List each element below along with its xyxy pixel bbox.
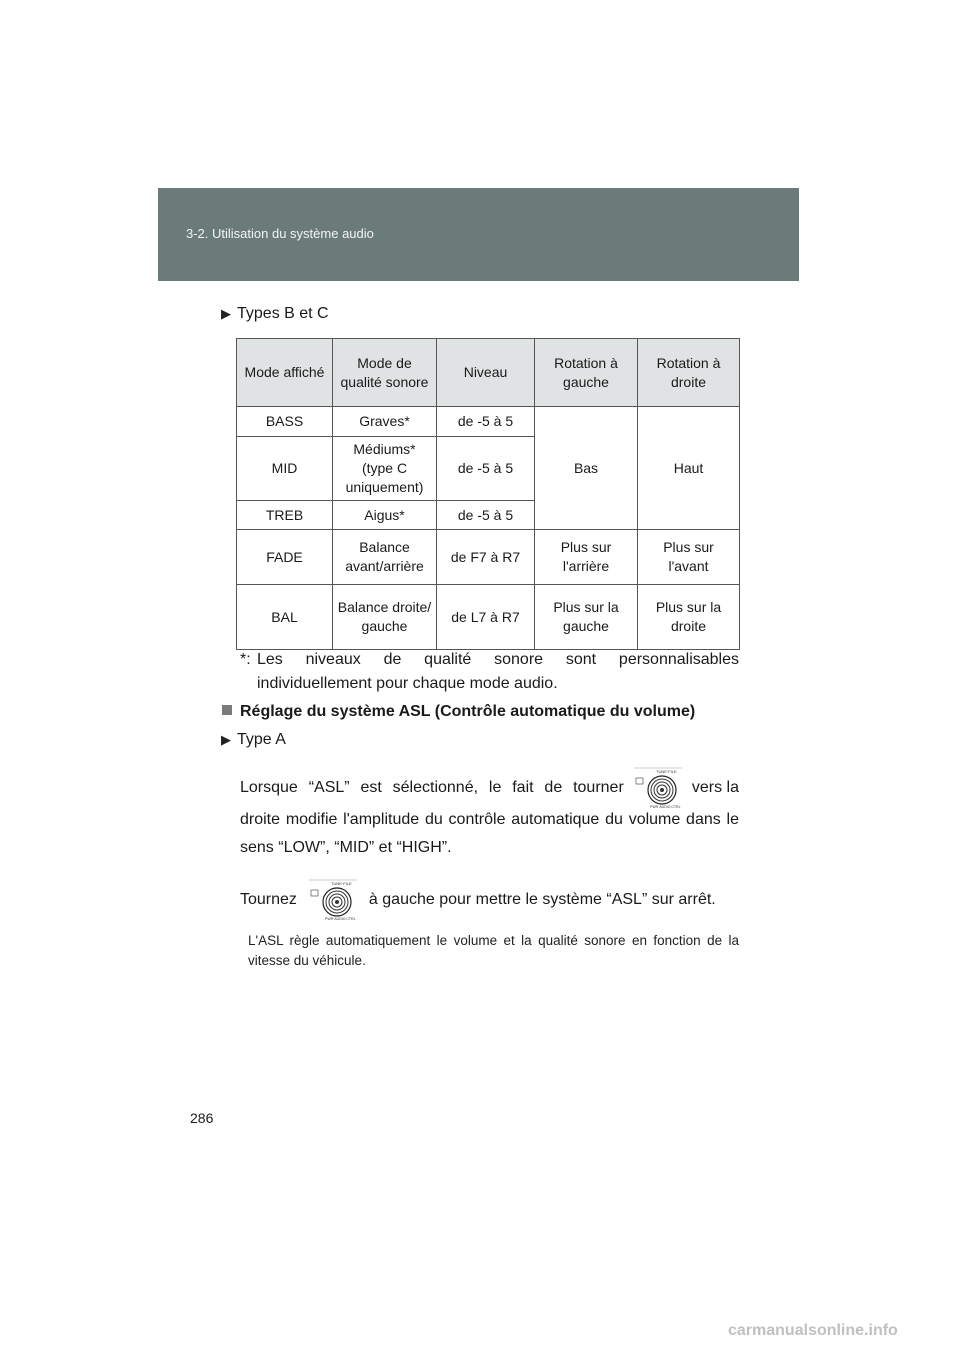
asl-paragraph-2: Tournez TUNE·FILE PWR·AUDIO CTRL à gauche pour mettre le système “ASL” sur arrêt. <box>240 878 739 922</box>
table-cell: Graves* <box>333 407 437 437</box>
table-cell: Plus sur la droite <box>638 585 740 650</box>
svg-text:PWR·AUDIO CTRL: PWR·AUDIO CTRL <box>324 917 356 921</box>
table-cell-merged: Bas <box>535 407 638 530</box>
table-cell: de L7 à R7 <box>437 585 535 650</box>
tune-file-knob-icon <box>632 766 684 810</box>
tune-file-knob-icon <box>307 878 359 922</box>
paragraph-start: Lorsque “ASL” est sélectionné, le fait de tourner <box>240 779 624 796</box>
asl-paragraph-1 <box>240 770 739 862</box>
column-header: Niveau <box>437 339 535 407</box>
table-cell: de F7 à R7 <box>437 530 535 585</box>
table-cell-merged: Haut <box>638 407 740 530</box>
table-header-row <box>237 339 740 407</box>
table-cell: Plus sur la gauche <box>535 585 638 650</box>
table-row <box>237 585 740 650</box>
table-cell: Plus sur l'avant <box>638 530 740 585</box>
svg-text:TUNE·FILE: TUNE·FILE <box>655 769 677 774</box>
paragraph-after-knob: vers la <box>691 779 739 796</box>
audio-settings-table <box>236 338 740 650</box>
triangle-right-icon: ▶ <box>221 732 231 747</box>
asl-info-note: L'ASL règle automatiquement le volume et la qualité sonore en fonction de la vitesse du véhicule. <box>248 933 739 968</box>
column-header: Rotation à droite <box>638 339 740 407</box>
table-cell: de -5 à 5 <box>437 407 535 437</box>
table-cell: de -5 à 5 <box>437 501 535 530</box>
table-row <box>237 407 740 437</box>
asl-section-heading: Réglage du système ASL (Contrôle automatique du volume) <box>222 703 695 721</box>
types-label: ▶ Types B et C <box>221 305 329 322</box>
table-cell: TREB <box>237 501 333 530</box>
footnote-text: Les niveaux de qualité sonore sont personnalisables individuellement pour chaque mode audio. <box>257 651 739 692</box>
type-a-label: ▶ Type A <box>221 731 286 748</box>
column-header: Rotation à gauche <box>535 339 638 407</box>
table-cell: Plus sur l'arrière <box>535 530 638 585</box>
svg-text:PWR·AUDIO CTRL: PWR·AUDIO CTRL <box>649 805 681 809</box>
column-header: Mode de qualité sonore <box>333 339 437 407</box>
table-cell: MID <box>237 437 333 501</box>
footnote-mark: *: <box>240 651 251 668</box>
chapter-header <box>158 188 799 281</box>
page-number: 286 <box>190 1110 214 1126</box>
svg-text:TUNE·FILE: TUNE·FILE <box>330 881 352 886</box>
table-cell: de -5 à 5 <box>437 437 535 501</box>
table-row <box>237 530 740 585</box>
paragraph-rest: droite modifie l'amplitude du contrôle automatique du volume dans le sens “LOW”, “MID” et “HIGH”. <box>240 811 739 856</box>
table-cell: Balance droite/ gauche <box>333 585 437 650</box>
footnote <box>240 648 739 696</box>
column-header: Mode affiché <box>237 339 333 407</box>
watermark: carmanualsonline.info <box>728 1322 898 1339</box>
table-cell: BAL <box>237 585 333 650</box>
square-bullet-icon <box>222 705 232 715</box>
section-title: 3-2. Utilisation du système audio <box>186 226 374 241</box>
table-cell: BASS <box>237 407 333 437</box>
table-cell: FADE <box>237 530 333 585</box>
table-cell: Aigus* <box>333 501 437 530</box>
table-cell: Balance avant/arrière <box>333 530 437 585</box>
table-cell: Médiums* (type C uniquement) <box>333 437 437 501</box>
triangle-right-icon: ▶ <box>221 306 231 321</box>
